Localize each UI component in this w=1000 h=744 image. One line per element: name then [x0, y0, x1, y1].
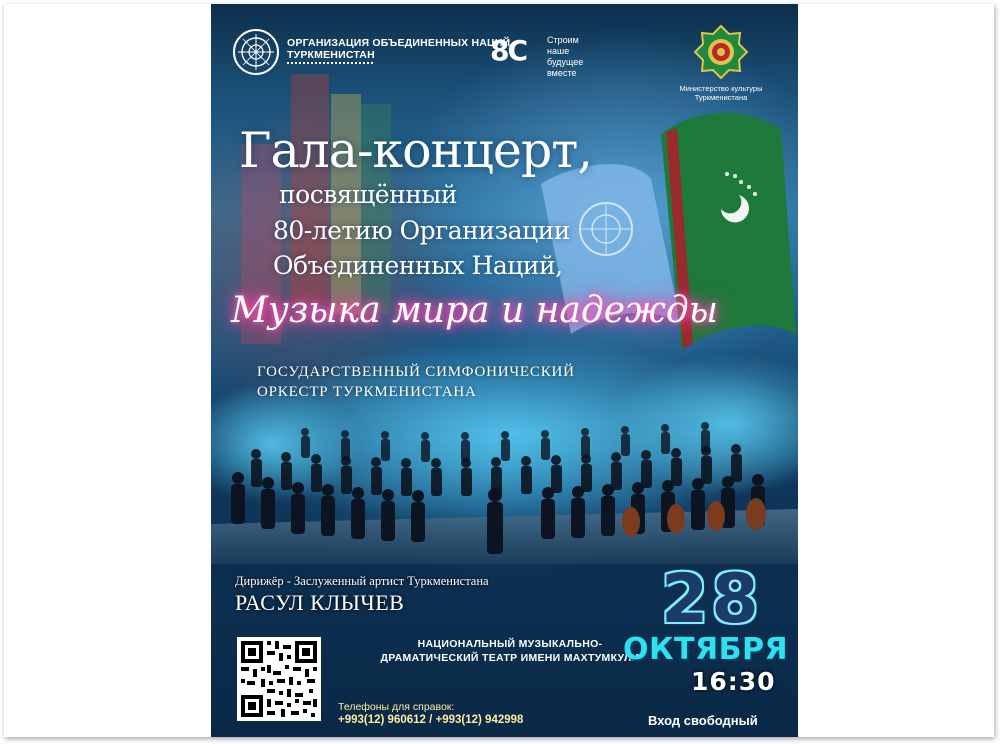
phones-label: Телефоны для справок:: [338, 701, 455, 713]
ministry-line2: Туркменистана: [694, 93, 748, 102]
conductor-name: РАСУЛ КЛЫЧЕВ: [235, 590, 405, 615]
venue-line2: ДРАМАТИЧЕСКИЙ ТЕАТР ИМЕНИ МАХТУМКУЛИ: [380, 652, 640, 664]
slogan-line3: вместе: [547, 68, 577, 78]
orchestra-line1: ГОСУДАРСТВЕННЫЙ СИМФОНИЧЕСКИЙ: [257, 364, 575, 380]
slogan-line1: Строим: [547, 35, 579, 45]
title-line3: 80-летию Организации: [273, 216, 570, 245]
title-line2: посвящённый: [279, 180, 457, 209]
venue-name: [375, 637, 645, 665]
conductor-label: Дирижёр - Заслуженный артист Туркменистана: [235, 574, 489, 588]
orchestra-name: [257, 362, 677, 402]
venue-line1: НАЦИОНАЛЬНЫЙ МУЗЫКАЛЬНО-: [417, 638, 603, 650]
orchestra-line2: ОРКЕСТР ТУРКМЕНИСТАНА: [257, 384, 477, 400]
title-main: Гала-концерт,: [239, 122, 592, 179]
qr-code[interactable]: [237, 637, 321, 721]
phone-numbers[interactable]: +993(12) 960612 / +993(12) 942998: [338, 714, 524, 726]
un-org-name: [287, 37, 510, 61]
title-line4: Объединенных Наций,: [273, 251, 563, 280]
event-month: ОКТЯБРЯ: [623, 632, 789, 667]
slogan-mark-logo: 8C: [490, 34, 527, 67]
poster-frame: [4, 4, 994, 737]
slogan-line2: наше будущее: [547, 46, 584, 67]
slogan-text: [547, 35, 607, 79]
event-time: 16:30: [691, 667, 776, 696]
un-dots-divider: [287, 62, 373, 67]
un-org-line1: ОРГАНИЗАЦИЯ ОБЪЕДИНЕННЫХ НАЦИЙ: [287, 37, 511, 49]
ministry-line1: Министерство культуры: [679, 84, 763, 93]
un-org-line2: ТУРКМЕНИСТАН: [287, 49, 375, 61]
title-subtitle: Музыка мира и надежды: [231, 290, 719, 331]
qr-code-icon: [237, 637, 321, 721]
event-day: 28: [661, 560, 762, 639]
concert-poster: [211, 4, 798, 737]
free-entry-note: Вход свободный: [648, 713, 758, 728]
ministry-name: [659, 84, 783, 102]
